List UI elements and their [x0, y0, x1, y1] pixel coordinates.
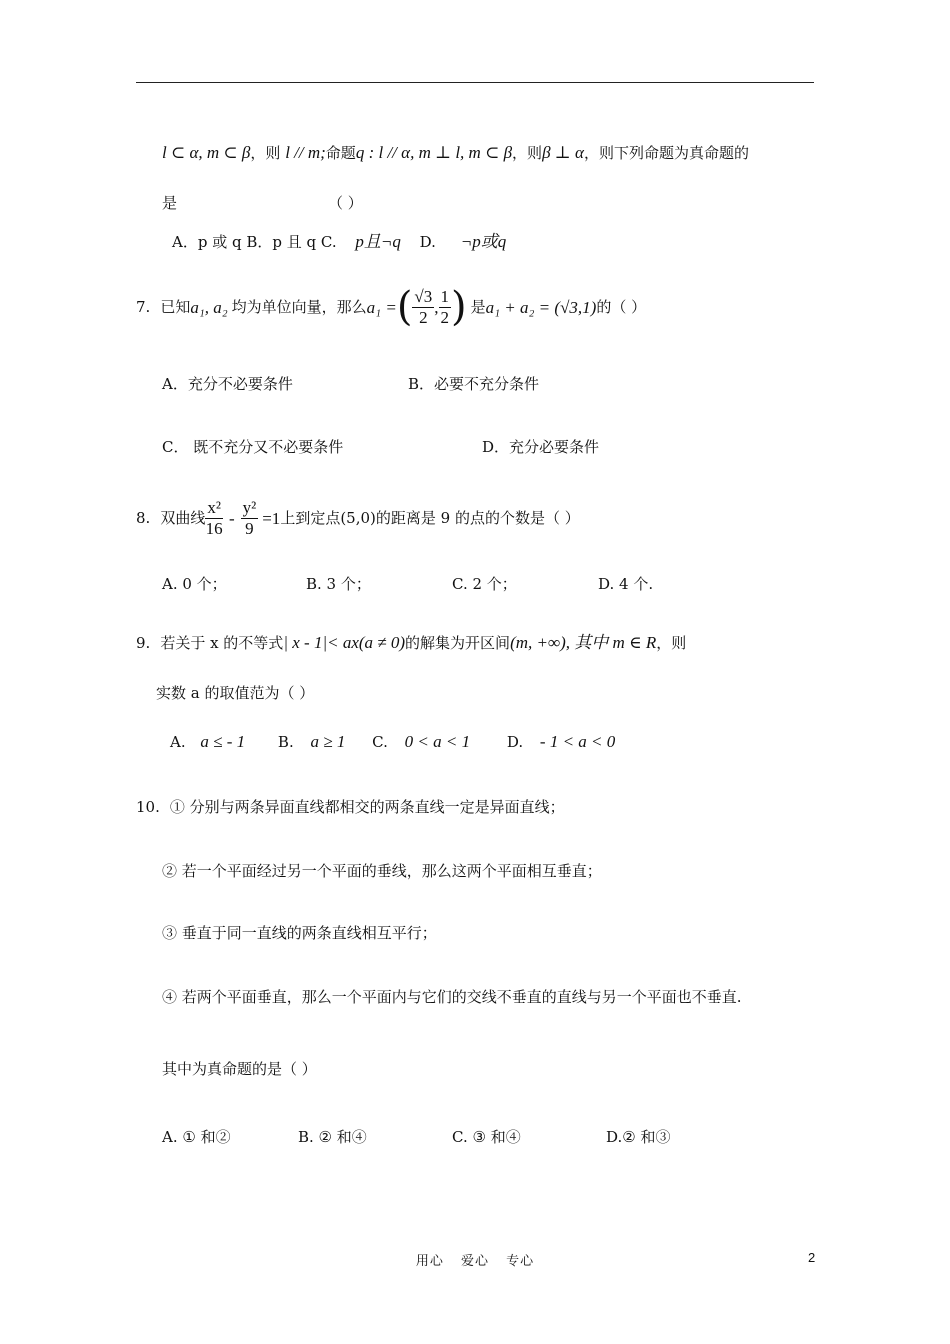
q8-option-a: A. 0 个；: [162, 575, 227, 593]
q9-options: A. a ≤ - 1 B. a ≥ 1 C. 0 < a < 1 D. - 1 < a < 0: [170, 732, 616, 751]
q8-stem: 8. 双曲线 $\frac{\text{x²}}{16}$ - $\frac{\text{y²}}{9}$ =1 上到定点(5,0)的距离是 9 的点的个数是（ ）: [136, 497, 580, 538]
q8-frac-x2-over-16: $\frac{\text{x²}}{16}$: [205, 497, 223, 538]
q8-frac-y2-over-9: $\frac{\text{y²}}{9}$: [242, 497, 257, 538]
q10-option-b: B. ② 和④: [298, 1128, 367, 1146]
q8-option-b: B. 3 个；: [306, 575, 371, 593]
q7-frac-1-over-2: $\frac{1}{2}$: [440, 286, 450, 327]
q7-stem: 7. 已知 a₁, a₂ 均为单位向量，那么 a₁ = ( $\frac{√3}{2}$ , $\frac{1}{2}$ ) 是 a₁ + a₂ = (√3,1) 的（ ）: [136, 284, 647, 330]
q9-line2: 实数 a 的取值范为（ ）: [156, 684, 315, 702]
q6-option-d-label: D.: [419, 233, 436, 251]
q6-option-c-label: C.: [320, 233, 337, 251]
q9-option-c: 0 < a < 1: [404, 732, 471, 751]
q8-option-d: D. 4 个.: [598, 575, 654, 593]
q10-option-c: C. ③ 和④: [452, 1128, 521, 1146]
q6-option-c: p且¬q: [355, 232, 401, 251]
q6-premise-math: l ⊂ α, m ⊂ β: [162, 143, 251, 162]
q10-statement-1: 10. ① 分别与两条异面直线都相交的两条直线一定是异面直线；: [136, 798, 565, 816]
q6-option-a: A．p 或 q: [172, 233, 242, 251]
q10-option-d: D.② 和③: [606, 1128, 671, 1146]
q7-option-b: B．必要不充分条件: [408, 375, 540, 393]
q6-line2: 是 （ ）: [162, 194, 363, 212]
page-footer: 用心 爱心 专心: [415, 1254, 535, 1269]
q7-option-a: A．充分不必要条件: [162, 375, 293, 393]
q6-option-b: B．p 且 q: [246, 233, 317, 251]
q10-option-a: A. ① 和②: [162, 1128, 231, 1146]
q6-option-d: ¬p或q: [460, 232, 507, 251]
header-rule: [136, 82, 814, 83]
q8-option-c: C. 2 个；: [452, 575, 517, 593]
q9-option-a: a ≤ - 1: [200, 732, 246, 751]
q9-option-b: a ≥ 1: [310, 732, 346, 751]
q9-option-d: - 1 < a < 0: [539, 732, 616, 751]
page-number: 2: [808, 1250, 816, 1265]
q10-statement-4: ④ 若两个平面垂直，那么一个平面内与它们的交线不垂直的直线与另一个平面也不垂直.: [162, 988, 742, 1006]
q6-line1: l ⊂ α, m ⊂ β，则 l // m;命题q : l // α, m ⊥ l, m ⊂ β，则β ⊥ α，则下列命题为真命题的: [162, 143, 749, 162]
q7-option-d: D．充分必要条件: [482, 438, 600, 456]
q7-option-c: C． 既不充分又不必要条件: [162, 438, 344, 456]
q10-statement-2: ② 若一个平面经过另一个平面的垂线，那么这两个平面相互垂直；: [162, 862, 602, 880]
q6-options: [172, 233, 506, 250]
q10-question: 其中为真命题的是（ ）: [162, 1060, 317, 1078]
q7-frac-sqrt3-over-2: $\frac{√3}{2}$: [414, 286, 433, 327]
q9-stem: 9. 若关于 x 的不等式| x - 1|< ax(a ≠ 0)的解集为开区间(m, +∞), 其中 m ∈ R，则: [136, 633, 687, 652]
q10-statement-3: ③ 垂直于同一直线的两条直线相互平行；: [162, 924, 437, 942]
